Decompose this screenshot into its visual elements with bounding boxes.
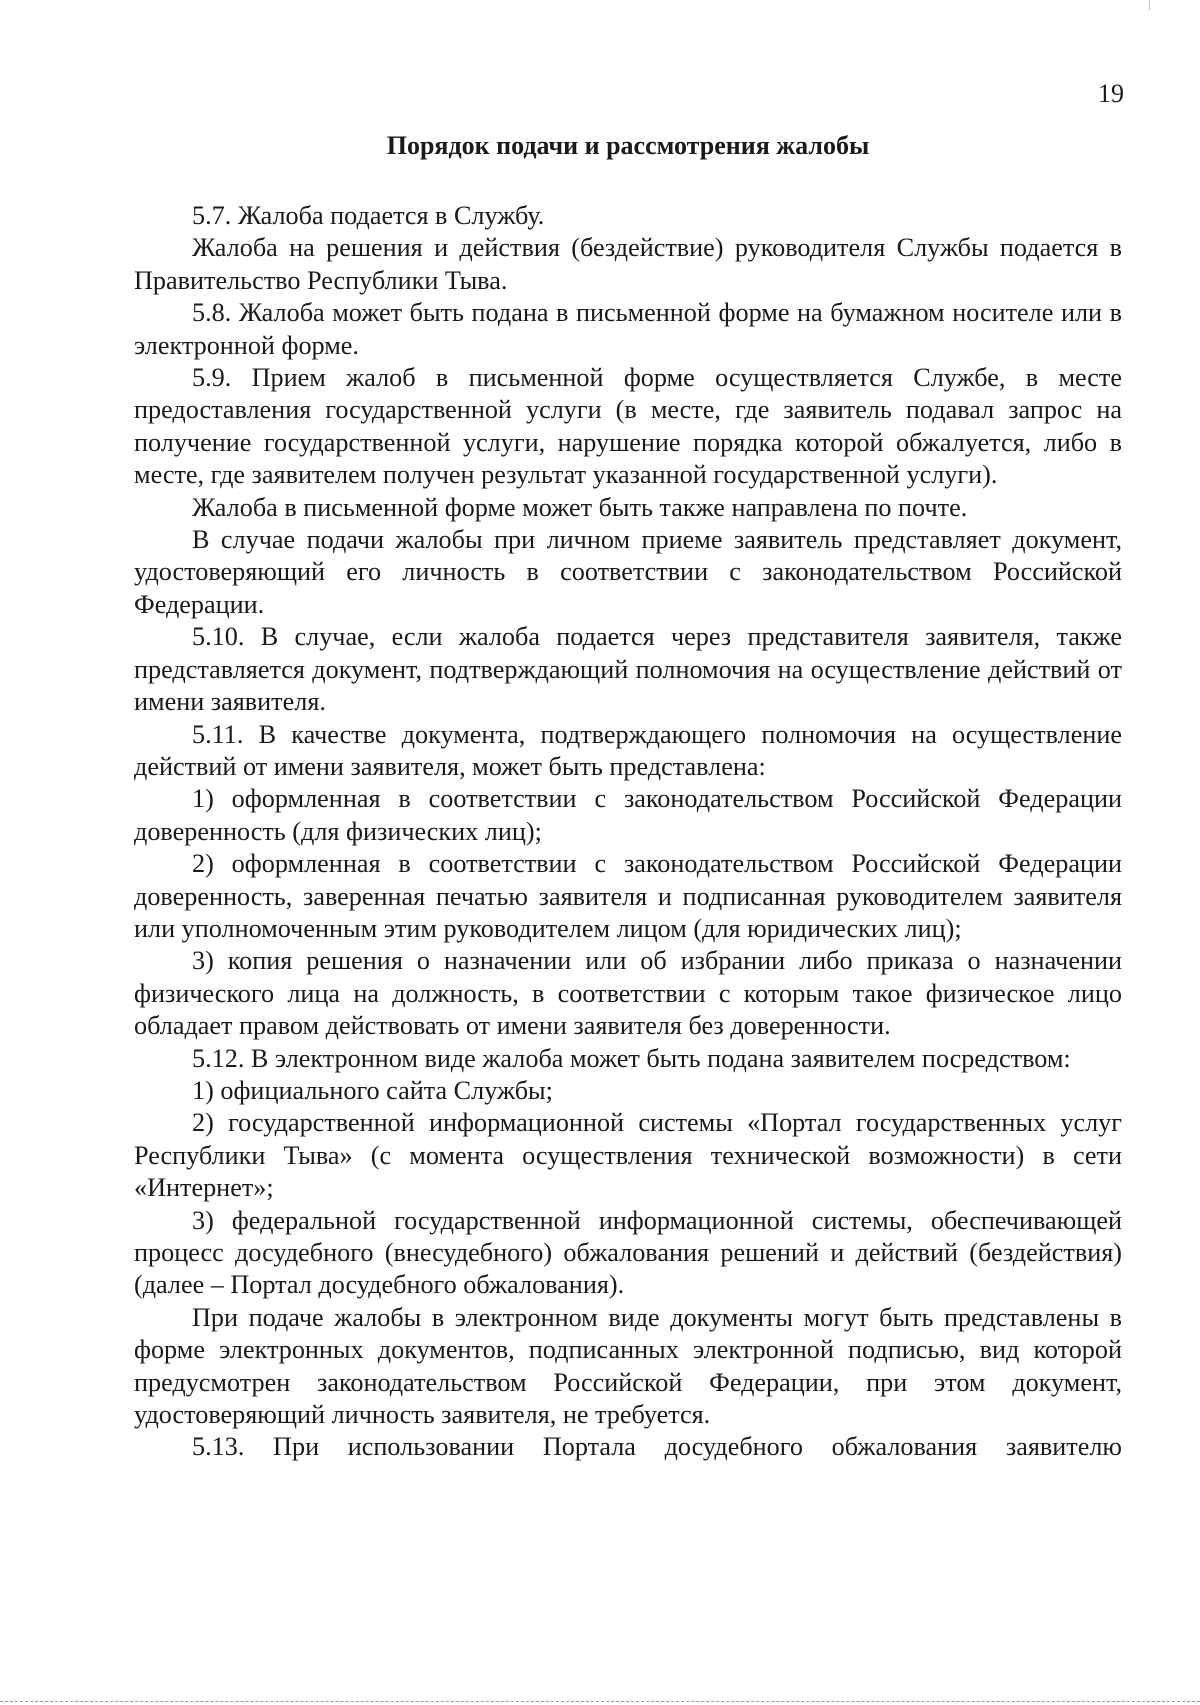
paragraph-5-10: 5.10. В случае, если жалоба подается через представителя заявителя, также представляется документ, подтверждающий полномочия на осуществление действий от имени заявителя. xyxy=(134,622,1122,717)
list-item-5-11-1: 1) оформленная в соответствии с законодательством Российской Федерации доверенность (для физических лиц); xyxy=(134,784,1122,846)
page-number: 19 xyxy=(1098,79,1124,108)
paragraph-5-12: 5.12. В электронном виде жалоба может быть подана заявителем посредством: xyxy=(192,1043,1071,1073)
paragraph-complaint-head: Жалоба на решения и действия (бездействие) руководителя Службы подается в Правительство Республики Тыва. xyxy=(134,233,1122,295)
paragraph-5-9: 5.9. Прием жалоб в письменной форме осуществляется Службе, в месте предоставления государственной услуги (в месте, где заявитель подавал запрос на получение государственной услуги, нарушение порядка которой обжалуется, либо в месте, где заявителем получен результат указанной государственной услуги). xyxy=(134,363,1122,490)
list-item-5-12-3: 3) федеральной государственной информационной системы, обеспечивающей процесс досудебного (внесудебного) обжалования решений и действий (бездействия) (далее – Портал досудебного обжалования). xyxy=(134,1205,1122,1300)
paragraph-mail: Жалоба в письменной форме может быть также направлена по почте. xyxy=(192,492,968,522)
document-body xyxy=(134,130,1122,1464)
paragraph-5-11: 5.11. В качестве документа, подтверждающего полномочия на осуществление действий от имени заявителя, может быть представлена: xyxy=(134,719,1122,781)
list-item-5-11-3: 3) копия решения о назначении или об избрании либо приказа о назначении физического лица на должность, в соответствии с которым такое физическое лицо обладает правом действовать от имени заявителя без доверенности. xyxy=(134,946,1122,1041)
list-item-5-11-2: 2) оформленная в соответствии с законодательством Российской Федерации доверенность, заверенная печатью заявителя и подписанная руководителем заявителя или уполномоченным этим руководителем лицом (для юридических лиц); xyxy=(134,849,1122,943)
paragraph-5-8: 5.8. Жалоба может быть подана в письменной форме на бумажном носителе или в электронной форме. xyxy=(134,298,1122,360)
scan-edge-mark xyxy=(1149,0,1150,10)
paragraph-5-13: 5.13. При использовании Портала досудебного обжалования заявителю xyxy=(192,1432,1122,1462)
section-title: Порядок подачи и рассмотрения жалобы xyxy=(386,131,870,160)
list-item-5-12-2: 2) государственной информационной системы «Портал государственных услуг Республики Тыва» (с момента осуществления технической возможности) в сети «Интернет»; xyxy=(134,1108,1122,1203)
paragraph-personal-reception: В случае подачи жалобы при личном приеме заявитель представляет документ, удостоверяющий его личность в соответствии с законодательством Российской Федерации. xyxy=(134,525,1122,619)
list-item-5-12-1: 1) официального сайта Службы; xyxy=(192,1075,553,1105)
paragraph-electronic-documents: При подаче жалобы в электронном виде документы могут быть представлены в форме электронных документов, подписанных электронной подписью, вид которой предусмотрен законодательством Российской Федерации, при этом документ, удостоверяющий личность заявителя, не требуется. xyxy=(134,1302,1122,1430)
scan-bottom-edge xyxy=(0,1701,1200,1702)
paragraph-5-7: 5.7. Жалоба подается в Службу. xyxy=(192,201,545,230)
